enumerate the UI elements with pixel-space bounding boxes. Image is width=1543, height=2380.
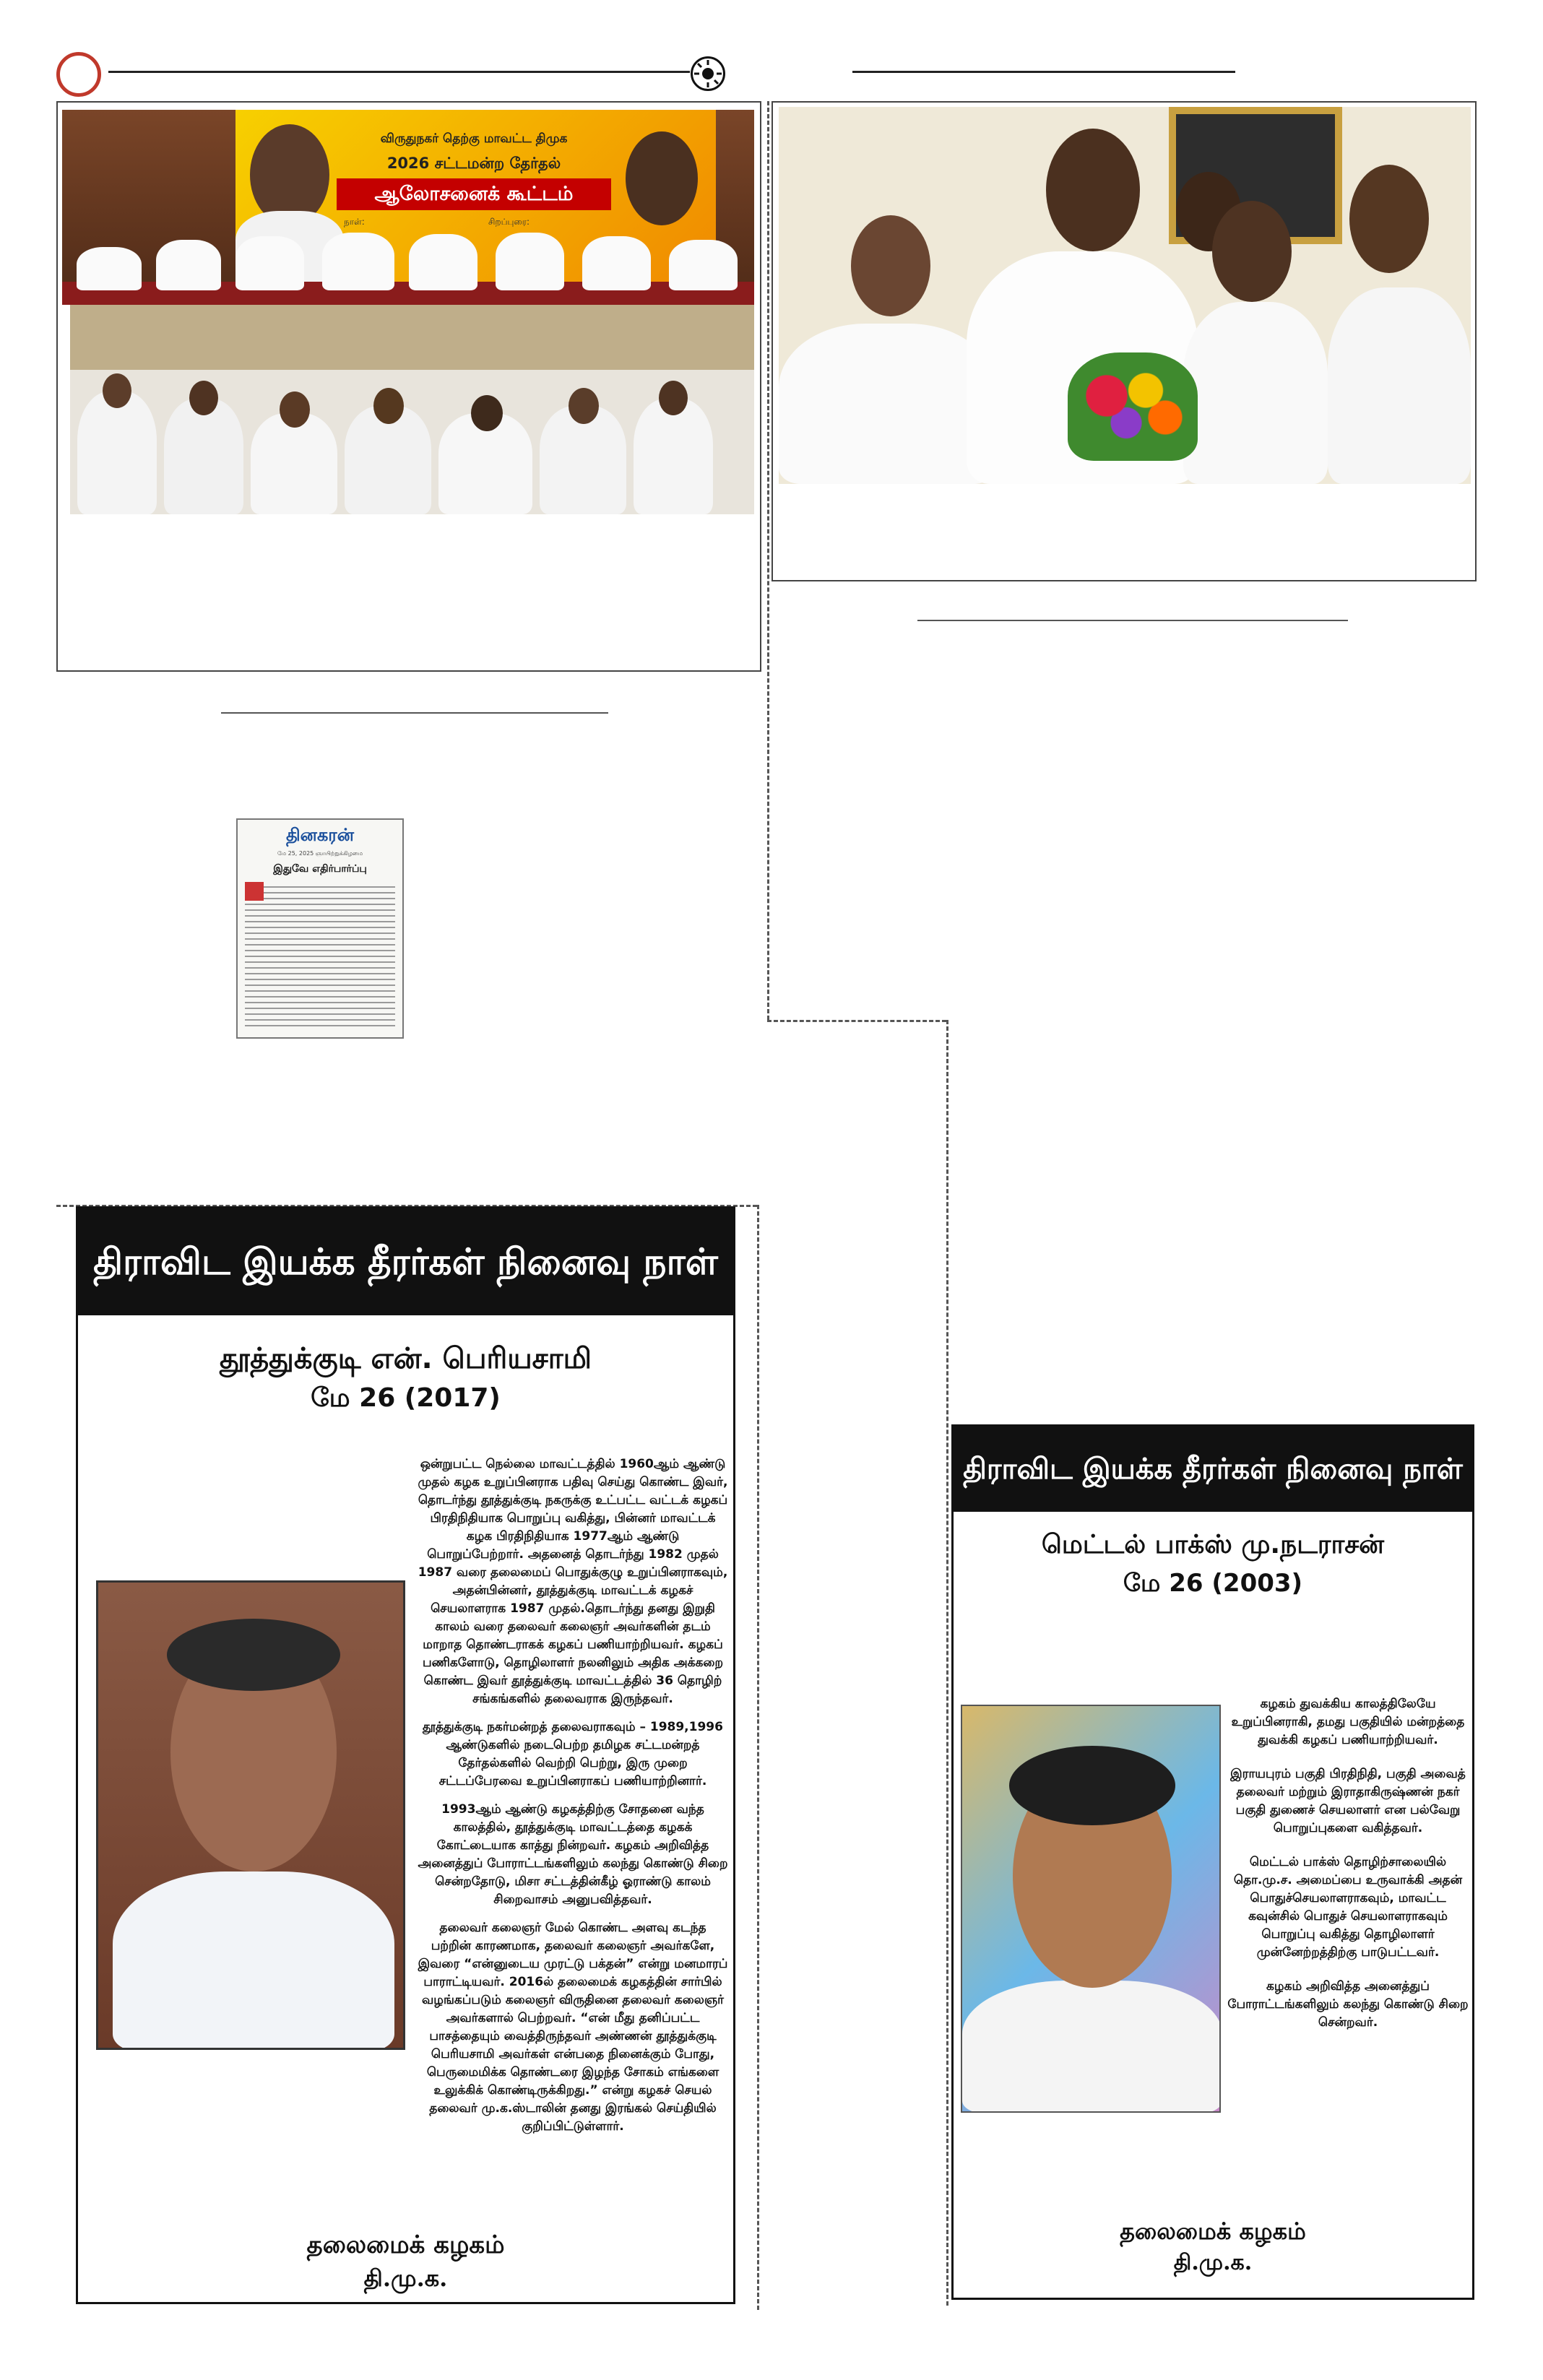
stage-photo — [62, 110, 754, 305]
header-rule-right — [852, 71, 1235, 73]
right-divider-rule — [917, 620, 1348, 621]
newspaper-date: மே 25, 2025 ஞாயிற்றுக்கிழமை — [277, 850, 363, 857]
flower-basket-photo — [779, 107, 1471, 484]
banner-line3: ஆலோசனைக் கூட்டம் — [337, 178, 611, 210]
column-divider-step — [767, 1020, 946, 1022]
right-memorial-name: மெட்டல் பாக்ஸ் மு.நடராசன் — [1041, 1530, 1385, 1559]
left-memorial-text — [418, 1455, 728, 2136]
column-divider-upper — [767, 101, 769, 1020]
right-memorial-text — [1227, 1695, 1469, 2032]
left-memorial-sign-line1: தலைமைக் கழகம் — [306, 2230, 505, 2259]
left-memorial-para-1: ஒன்றுபட்ட நெல்லை மாவட்டத்தில் 1960ஆம் ஆண்டு முதல் கழக உறுப்பினராக பதிவு செய்து கொண்ட இவர், தொடர்ந்து தூத்துக்குடி நகருக்கு உட்பட்ட வட்டக் கழகப் பிரதிநிதியாக பொறுப்பு வகித்து, பின்னர் மாவட்டக் கழக பிரதிநிதியாக 1977ஆம் ஆண்டு பொறுப்பேற்றார். அதனைத் தொடர்ந்து 1982 முதல் 1987 வரை தலைமைப் பொதுக்குழு உறுப்பினராகவும், அதன்பின்னர், தூத்துக்குடி மாவட்டக் கழகச் செயலாளராக 1987 முதல்.தொடர்ந்து தனது இறுதி காலம் வரை தலைவர் கலைஞர் அவர்களின் தடம் மாறாத தொண்டராகக் கழகப் பணியாற்றியவர். கழகப் பணிகளோடு, தொழிலாளர் நலனிலும் அதிக அக்கறை கொண்ட இவர் தூத்துக்குடி மாவட்டத்தில் 36 தொழிற் சங்கங்களில் தலைவராக இருந்தவர். — [418, 1457, 728, 1706]
left-memorial-date: மே 26 (2017) — [311, 1383, 501, 1413]
right-memorial-para-4: கழகம் அறிவித்த அனைத்துப் போராட்டங்களிலும் கலந்து கொண்டு சிறை சென்றவர். — [1227, 1979, 1469, 2030]
right-memorial-para-3: மெட்டல் பாக்ஸ் தொழிற்சாலையில் தொ.மு.ச. அமைப்பை உருவாக்கி அதன் பொதுச்செயலாளராகவும், மாவட்ட கவுன்சில் பொதுச் செயலாளராகவும் பொறுப்பு வகித்து தொழிலாளர் முன்னேற்றத்திற்கு பாடுபட்டவர். — [1233, 1855, 1463, 1960]
left-section-right-rule — [757, 1205, 759, 2310]
right-memorial-para-1: கழகம் துவக்கிய காலத்திலேயே உறுப்பினராகி, தமது பகுதியில் மன்றத்தை துவக்கி கழகப் பணியாற்றியவர். — [1231, 1697, 1465, 1747]
right-memorial-sign-line2: தி.மு.க. — [1173, 2250, 1253, 2275]
banner-line4: நாள்: — [344, 217, 365, 227]
left-memorial-para-3: 1993ஆம் ஆண்டு கழகத்திற்கு சோதனை வந்த காலத்தில், தூத்துக்குடி மாவட்டத்தை கழகக் கோட்டையாக காத்து நின்றவர். கழகம் அறிவித்த அனைத்துப் போராட்டங்களிலும் கலந்து கொண்டு சிறை சென்றதோடு, மிசா சட்டத்தின்கீழ் ஓராண்டு காலம் சிறைவாசம் அனுபவித்தவர். — [418, 1802, 728, 1907]
sun-emblem-icon — [691, 56, 725, 91]
banner-line2: 2026 சட்டமன்ற தேர்தல் — [386, 155, 561, 172]
left-memorial-para-2: தூத்துக்குடி நகர்மன்றத் தலைவராகவும் – 1989,1996 ஆண்டுகளில் நடைபெற்ற தமிழக சட்டமன்றத் தேர்தல்களில் வெற்றி பெற்று, இரு முறை சட்டப்பேரவை உறுப்பினராகப் பணியாற்றினார். — [423, 1720, 723, 1788]
left-memorial-name: தூத்துக்குடி என். பெரியசாமி — [219, 1342, 592, 1375]
newspaper-body-lines — [245, 882, 395, 1030]
left-divider-rule — [221, 712, 608, 714]
left-memorial-sign-line2: தி.மு.க. — [363, 2264, 448, 2292]
right-memorial-portrait — [961, 1705, 1221, 2113]
right-memorial-date: மே 26 (2003) — [1123, 1569, 1303, 1598]
left-memorial-panel — [76, 1206, 735, 2304]
newspaper-masthead: தினகரன் — [286, 824, 354, 845]
newspaper-clip — [236, 818, 404, 1039]
right-memorial-header: திராவிட இயக்க தீரர்கள் நினைவு நாள் — [954, 1427, 1472, 1512]
right-memorial-para-2: இராயபுரம் பகுதி பிரதிநிதி, பகுதி அவைத் தலைவர் மற்றும் இராதாகிருஷ்ணன் நகர் பகுதி துணைச் செயலாளர் என பல்வேறு பொறுப்புகளை வகித்தவர். — [1230, 1767, 1466, 1835]
left-memorial-portrait — [96, 1580, 405, 2050]
left-memorial-header: திராவிட இயக்க தீரர்கள் நினைவு நாள் — [78, 1208, 733, 1315]
right-memorial-panel — [951, 1424, 1474, 2300]
banner-line5: சிறப்புரை: — [488, 217, 530, 227]
banner-line1: விருதுநகர் தெற்கு மாவட்ட திமுக — [380, 131, 568, 146]
header-rule-left — [108, 71, 690, 73]
audience-photo — [70, 305, 754, 514]
column-divider-lower — [946, 1020, 948, 2306]
header-logo — [56, 52, 101, 97]
left-memorial-para-4: தலைவர் கலைஞர் மேல் கொண்ட அளவு கடந்த பற்றின் காரணமாக, தலைவர் கலைஞர் அவர்களே, இவரை “என்னுடைய முரட்டு பக்தன்” என்று மனமாரப் பாராட்டியவர். 2016ல் தலைமைக் கழகத்தின் சார்பில் வழங்கப்படும் கலைஞர் விருதினை தலைவர் கலைஞர் அவர்களால் பெற்றவர். “என் மீது தனிப்பட்ட பாசத்தையும் வைத்திருந்தவர் அண்ணன் தூத்துக்குடி பெரியசாமி அவர்கள் என்பதை நினைக்கும் போது, பெருமைமிக்க தொண்டரை இழந்த சோகம் எங்களை உலுக்கிக் கொண்டிருக்கிறது.” என்று கழகச் செயல் தலைவர் மு.க.ஸ்டாலின் தனது இரங்கல் செய்தியில் குறிப்பிட்டுள்ளார். — [418, 1921, 728, 2134]
right-memorial-sign-line1: தலைமைக் கழகம் — [1120, 2217, 1306, 2245]
flower-basket — [1068, 352, 1198, 461]
newspaper-headline: இதுவே எதிர்பார்ப்பு — [273, 863, 367, 875]
